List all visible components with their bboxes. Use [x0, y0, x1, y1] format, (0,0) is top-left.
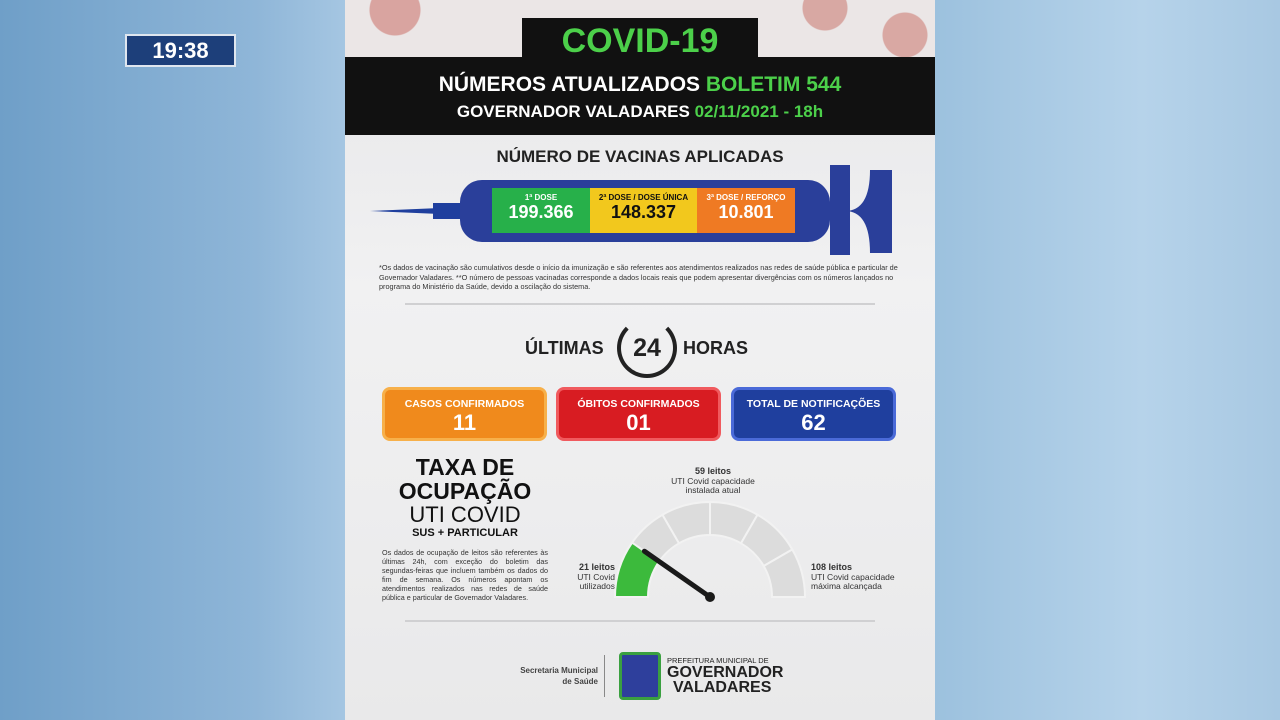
occupancy-title-1: TAXA DE: [415, 454, 515, 480]
secretaria-label: Secretaria Municipal de Saúde: [520, 666, 598, 686]
last24-right: HORAS: [683, 338, 749, 358]
max-label: 108 leitos UTI Covid capacidade máxima alcançada: [811, 562, 895, 591]
divider: [405, 620, 875, 622]
occupancy-title-2: OCUPAÇÃO: [398, 478, 532, 504]
header: [345, 57, 935, 135]
stat-label: TOTAL DE NOTIFICAÇÕES: [746, 398, 881, 410]
clock-24-icon: [617, 318, 677, 378]
vaccines-note: *Os dados de vacinação são cumulativos desde o início da imunização e são referentes aos atendimentos realizados nas redes de saúde pública e particular de Governador Valadares. **O número de pessoas vacinadas corresponde a dados locais reais que podem apresentar divergências com os números lançados no programa do Ministério da Saúde, devido a oscilação do sistema.: [379, 263, 898, 291]
infographic: [345, 0, 935, 720]
stat-value: 11: [452, 410, 477, 435]
occupancy-title-3: UTI COVID: [409, 502, 521, 527]
prefeitura-logo: PREFEITURA MUNICIPAL DE GOVERNADOR VALADARES: [667, 656, 784, 696]
dose-value: 199.366: [508, 202, 574, 222]
stat-box: [731, 387, 896, 441]
divider: [405, 303, 875, 305]
stat-label: CASOS CONFIRMADOS: [404, 398, 525, 410]
stat-box: [556, 387, 721, 441]
stat-value: 62: [801, 410, 826, 435]
gauge-needle: [644, 551, 710, 597]
gauge-pivot: [705, 592, 715, 602]
divider: [604, 655, 605, 697]
dose-1: [492, 188, 590, 233]
occupancy-note: Os dados de ocupação de leitos são referentes às últimas 24h, com exceção do boletim das segundas-feiras que incluem também os dados do fim de semana. Os números apontam os atendimentos realizados nas redes de saúde pública e particular de Governador Valadares.: [382, 548, 548, 602]
occupancy-title: [375, 455, 555, 539]
bulletin-date: 02/11/2021 - 18h: [694, 102, 824, 121]
dose-3: [697, 188, 795, 233]
occupancy-gauge: [605, 490, 815, 605]
last24-number: 24: [633, 334, 661, 362]
dose-label: 3ª DOSE / REFORÇO: [706, 193, 786, 202]
stat-box: [382, 387, 547, 441]
dose-value: 10.801: [718, 202, 774, 222]
title: COVID-19: [522, 18, 758, 62]
installed-label: 59 leitos UTI Covid capacidade instalada atual: [671, 466, 755, 495]
background-right: [935, 0, 1280, 720]
dose-value: 148.337: [610, 202, 677, 222]
occupancy-title-4: SUS + PARTICULAR: [412, 527, 518, 539]
header-line1: NÚMEROS ATUALIZADOS: [438, 73, 701, 96]
dose-2: [590, 188, 697, 233]
city-coat-of-arms-icon: [619, 652, 661, 700]
last24-left: ÚLTIMAS: [525, 338, 604, 358]
broadcast-clock: 19:38: [125, 34, 236, 67]
used-label: 21 leitos UTI Covid utilizados: [577, 562, 615, 591]
header-city: GOVERNADOR VALADARES: [456, 102, 690, 121]
dose-label: 1ª DOSE: [524, 193, 558, 202]
footer: [345, 650, 935, 710]
bulletin-number: BOLETIM 544: [705, 73, 842, 96]
vaccines-title: NÚMERO DE VACINAS APLICADAS: [496, 147, 784, 166]
stat-label: ÓBITOS CONFIRMADOS: [577, 398, 700, 410]
stat-value: 01: [626, 410, 651, 435]
dose-label: 2ª DOSE / DOSE ÚNICA: [598, 193, 689, 202]
